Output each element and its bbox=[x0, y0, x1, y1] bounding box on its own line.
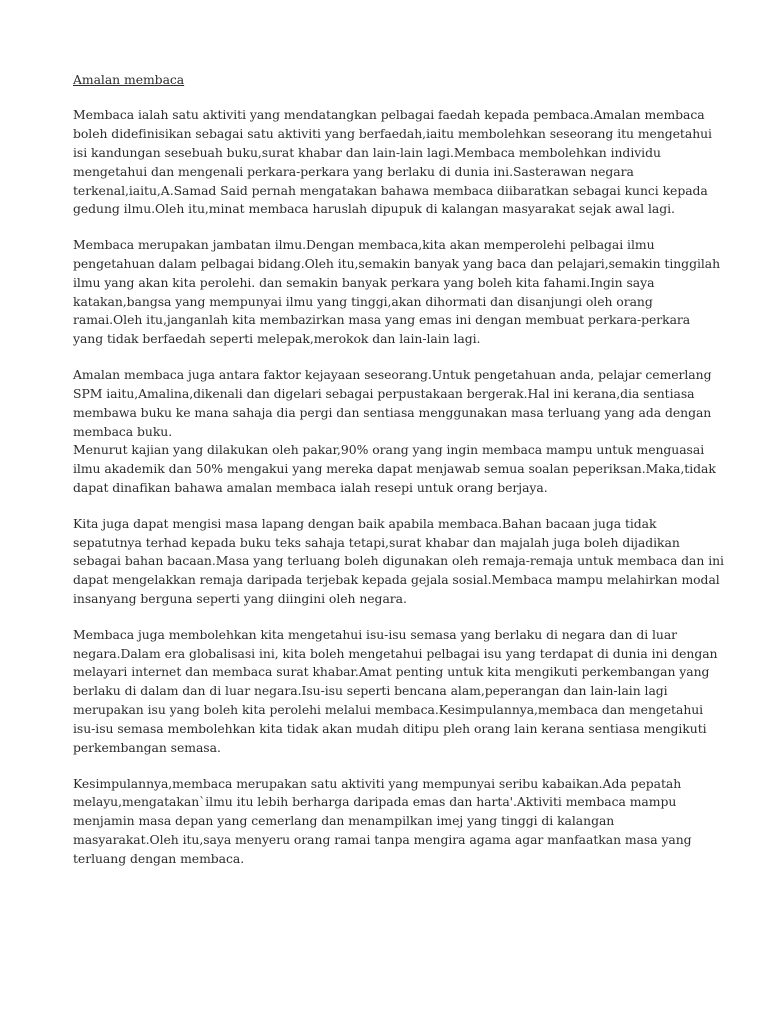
text-line: Membaca merupakan jambatan ilmu.Dengan membaca,kita akan memperolehi pelbagai ilmu bbox=[73, 236, 655, 252]
text-line: isu-isu semasa membolehkan kita tidak akan mudah ditipu pleh orang lain kerana sentiasa mengikuti bbox=[73, 721, 707, 737]
paragraph bbox=[73, 515, 723, 610]
text-line: melayu,mengatakan`ilmu itu lebih berharga daripada emas dan harta'.Aktiviti membaca mampu bbox=[73, 794, 677, 810]
text-line: sepatutnya terhad kepada buku teks sahaja tetapi,surat khabar dan majalah juga boleh dijadikan bbox=[73, 534, 680, 550]
paragraph bbox=[73, 626, 723, 758]
text-line: katakan,bangsa yang mempunyai ilmu yang tinggi,akan dihormati dan disanjungi oleh orang bbox=[73, 293, 653, 309]
text-line: Membaca ialah satu aktiviti yang mendatangkan pelbagai faedah kepada pembaca.Amalan membaca bbox=[73, 106, 705, 122]
text-line: berlaku di dalam dan di luar negara.Isu-isu seperti bencana alam,peperangan dan lain-lain lagi bbox=[73, 683, 668, 699]
text-line: masyarakat.Oleh itu,saya menyeru orang ramai tanpa mengira agama agar manfaatkan masa yang bbox=[73, 832, 692, 848]
text-line: negara.Dalam era globalisasi ini, kita boleh mengetahui pelbagai isu yang terdapat di dunia ini dengan bbox=[73, 645, 718, 661]
paragraph-list bbox=[73, 106, 723, 869]
text-line: isi kandungan sesebuah buku,surat khabar dan lain-lain lagi.Membaca membolehkan individu bbox=[73, 144, 661, 160]
document-title: Amalan membaca bbox=[73, 72, 185, 87]
text-line: Kita juga dapat mengisi masa lapang dengan baik apabila membaca.Bahan bacaan juga tidak bbox=[73, 515, 657, 531]
text-line: pengetahuan dalam pelbagai bidang.Oleh itu,semakin banyak yang baca dan pelajari,semakin tinggilah bbox=[73, 255, 721, 271]
text-line: melayari internet dan membaca surat khabar.Amat penting untuk kita mengikuti perkembangan yang bbox=[73, 664, 710, 680]
text-line: Menurut kajian yang dilakukan oleh pakar,90% orang yang ingin membaca mampu untuk menguasai bbox=[73, 442, 705, 458]
text-line: merupakan isu yang boleh kita perolehi melalui membaca.Kesimpulannya,membaca dan mengetahui bbox=[73, 702, 704, 718]
text-line: terluang dengan membaca. bbox=[73, 851, 245, 867]
paragraph bbox=[73, 775, 723, 870]
text-line: membawa buku ke mana sahaja dia pergi dan sentiasa menggunakan masa terluang yang ada dengan bbox=[73, 404, 712, 420]
text-line: Kesimpulannya,membaca merupakan satu aktiviti yang mempunyai seribu kabaikan.Ada pepatah bbox=[73, 775, 682, 791]
text-line: ilmu akademik dan 50% mengakui yang mereka dapat menjawab semua soalan peperiksan.Maka,tidak bbox=[73, 461, 716, 477]
paragraph bbox=[73, 106, 723, 219]
text-line: membaca buku. bbox=[73, 423, 173, 439]
text-line: dapat mengelakkan remaja daripada terjebak kepada gejala sosial.Membaca mampu melahirkan modal bbox=[73, 572, 720, 588]
text-line: sebagai bahan bacaan.Masa yang terluang boleh digunakan oleh remaja-remaja untuk membaca dan ini bbox=[73, 553, 724, 569]
text-line: terkenal,iaitu,A.Samad Said pernah mengatakan bahawa membaca diibaratkan sebagai kunci kepada bbox=[73, 182, 708, 198]
text-line: boleh didefinisikan sebagai satu aktiviti yang berfaedah,iaitu membolehkan seseorang itu mengetahui bbox=[73, 125, 712, 141]
text-line: mengetahui dan mengenali perkara-perkara yang berlaku di dunia ini.Sasterawan negara bbox=[73, 163, 634, 179]
text-line: gedung ilmu.Oleh itu,minat membaca haruslah dipupuk di kalangan masyarakat sejak awal lagi. bbox=[73, 201, 675, 217]
text-line: yang tidak berfaedah seperti melepak,merokok dan lain-lain lagi. bbox=[73, 331, 481, 347]
paragraph bbox=[73, 441, 723, 498]
text-line: dapat dinafikan bahawa amalan membaca ialah resepi untuk orang berjaya. bbox=[73, 480, 548, 496]
text-line: menjamin masa depan yang cemerlang dan menampilkan imej yang tinggi di kalangan bbox=[73, 813, 615, 829]
text-line: SPM iaitu,Amalina,dikenali dan digelari sebagai perpustakaan bergerak.Hal ini kerana,dia sentiasa bbox=[73, 385, 695, 401]
text-line: ilmu yang akan kita perolehi. dan semakin banyak perkara yang boleh kita fahami.Ingin saya bbox=[73, 274, 655, 290]
text-line: insanyang berguna seperti yang diingini oleh negara. bbox=[73, 591, 407, 607]
text-line: ramai.Oleh itu,janganlah kita membazirkan masa yang emas ini dengan membuat perkara-perkara bbox=[73, 312, 691, 328]
paragraph bbox=[73, 236, 723, 349]
text-line: Amalan membaca juga antara faktor kejayaan seseorang.Untuk pengetahuan anda, pelajar cemerlang bbox=[73, 366, 712, 382]
text-line: Membaca juga membolehkan kita mengetahui isu-isu semasa yang berlaku di negara dan di luar bbox=[73, 626, 678, 642]
text-line: perkembangan semasa. bbox=[73, 740, 221, 756]
paragraph bbox=[73, 366, 723, 442]
document-body bbox=[73, 71, 723, 886]
